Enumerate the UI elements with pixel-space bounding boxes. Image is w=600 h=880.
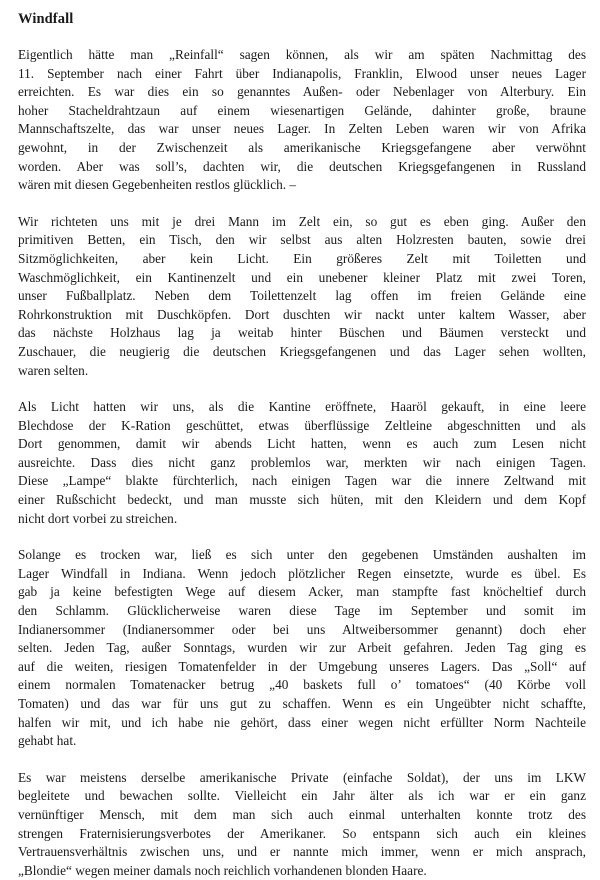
text-line: primitiven Betten, ein Tisch, den wir selbst aus alten Holzresten bauten, sowie drei (18, 232, 586, 248)
text-line: erreichten. Es war dies ein so genanntes Außen- oder Nebenlager von Alterbury. Ein (18, 84, 586, 100)
text-line: selten. Jeden Tag, außer Sonntags, wurden wir zur Arbeit gefahren. Jeden Tag ging es (18, 640, 586, 656)
text-line: Tomaten) und das war für uns gut zu schaffen. Wenn es ein Ungeübter nicht schaffte, (18, 696, 586, 711)
text-line: hoher Stacheldrahtzaun auf einem wiesenartigen Gelände, dahinter große, braune (18, 102, 586, 118)
text-line: ausreichte. Dass dies nicht ganz problemlos war, merkten wir nach einigen Tagen. (18, 454, 586, 470)
paragraph-1 (18, 46, 586, 195)
text-line: Waschmöglichkeit, ein Kantinenzelt und ein unebener kleiner Platz mit zwei Toren, (18, 269, 586, 285)
text-line: unser Fußballplatz. Neben dem Toilettenzelt lag offen im freien Gelände eine (18, 288, 586, 304)
text-line: Eigentlich hätte man „Reinfall“ sagen können, als wir am späten Nachmittag des (18, 47, 586, 62)
paragraph-5 (18, 769, 586, 880)
text-line: Mannschaftszelte, das war unser neues Lager. In Zelten Leben waren wir von Afrika (18, 121, 586, 137)
paragraph-3 (18, 398, 586, 528)
text-line: nicht dort vorbei zu streichen. (18, 510, 178, 526)
text-line: halfen wir mit, und ich habe nie gehört, dass einer wegen nicht erfüllter Norm Nachteile (18, 714, 586, 730)
document-title: Windfall (18, 11, 74, 27)
text-line: Rohrkonstruktion mit Duschköpfen. Dort duschten wir nackt unter kaltem Wasser, aber (18, 306, 586, 322)
text-line: waren selten. (18, 362, 89, 378)
text-line: Als Licht hatten wir uns, als die Kantine eröffnete, Haaröl gekauft, in eine leere (18, 399, 586, 415)
text-line: Es war meistens derselbe amerikanische Private (einfache Soldat), der uns im LKW (18, 769, 586, 785)
text-line: wären mit diesen Gegebenheiten restlos glücklich. – (18, 177, 297, 193)
text-line: „Blondie“ wegen meiner damals noch reichlich vorhandenen blonden Haare. (18, 862, 427, 878)
text-line: gewohnt, in der Zwischenzeit als amerikanische Kriegsgefangene aber verwöhnt (18, 139, 586, 155)
text-line: Wir richteten uns mit je drei Mann im Zelt ein, so gut es eben ging. Außer den (18, 213, 586, 229)
text-line: strengen Fraternisierungsverbotes der Amerikaner. So entspann sich auch ein kleines (18, 825, 586, 841)
text-line: das nächste Holzhaus lag ja weitab hinter Büschen und Bäumen versteckt und (18, 325, 586, 341)
text-line: vernünftiger Mensch, mit dem man sich auch einmal unterhalten konnte trotz des (18, 806, 586, 822)
text-line: auf die weiten, riesigen Tomatenfelder in der Umgebung unseres Lagers. Das „Soll“ auf (18, 658, 586, 674)
text-line: 11. September nach einer Fahrt über Indianapolis, Franklin, Elwood unser neues Lager (18, 65, 586, 81)
text-line: gehabt hat. (18, 733, 77, 749)
text-line: den Schlamm. Glücklicherweise waren diese Tage im September und somit im (18, 603, 586, 619)
paragraph-4 (18, 546, 586, 751)
text-line: begleitete und bewachen sollte. Vielleicht ein Jahr älter als ich war er ein ganz (18, 788, 586, 804)
text-line: Zuschauer, die neugierig die deutschen Kriegsgefangenen und das Lager sehen wollten, (18, 343, 586, 359)
text-line: gab ja keine befestigten Wege auf diesem Acker, man stampfte fast knöcheltief durch (18, 584, 586, 600)
paragraph-2 (18, 213, 586, 380)
text-line: worden. Aber was soll’s, dachten wir, die deutschen Kriegsgefangenen in Russland (18, 158, 586, 174)
text-line: Sitzmöglichkeiten, aber kein Licht. Ein größeres Zelt mit Toiletten und (18, 250, 586, 266)
text-line: Indianersommer (Indianersommer oder bei uns Altweibersommer genannt) doch eher (18, 621, 586, 637)
text-line: einer Rußschicht bedeckt, und man musste sich hüten, mit den Kleidern und dem Kopf (18, 492, 586, 508)
document-page (18, 10, 586, 880)
text-line: Diese „Lampe“ blakte fürchterlich, nach einigen Tagen war die innere Zeltwand mit (18, 473, 586, 489)
text-line: Dort genommen, damit wir abends Licht hatten, wenn es auch zum Lesen nicht (18, 436, 586, 452)
text-line: Blechdose der K-Ration geschüttet, etwas überflüssige Zeltleine abgeschnitten und als (18, 417, 586, 433)
text-line: Solange es trocken war, ließ es sich unter den gegebenen Umständen aushalten im (18, 547, 586, 563)
text-line: einem normalen Tomatenacker betrug „40 baskets full o’ tomatoes“ (40 Körbe voll (18, 677, 586, 693)
text-line: Lager Windfall in Indiana. Wenn jedoch plötzlicher Regen einsetzte, wurde es übel. Es (18, 565, 586, 581)
text-line: Vertrauensverhältnis zwischen uns, und er nannte mich immer, wenn er mich ansprach, (18, 844, 586, 860)
